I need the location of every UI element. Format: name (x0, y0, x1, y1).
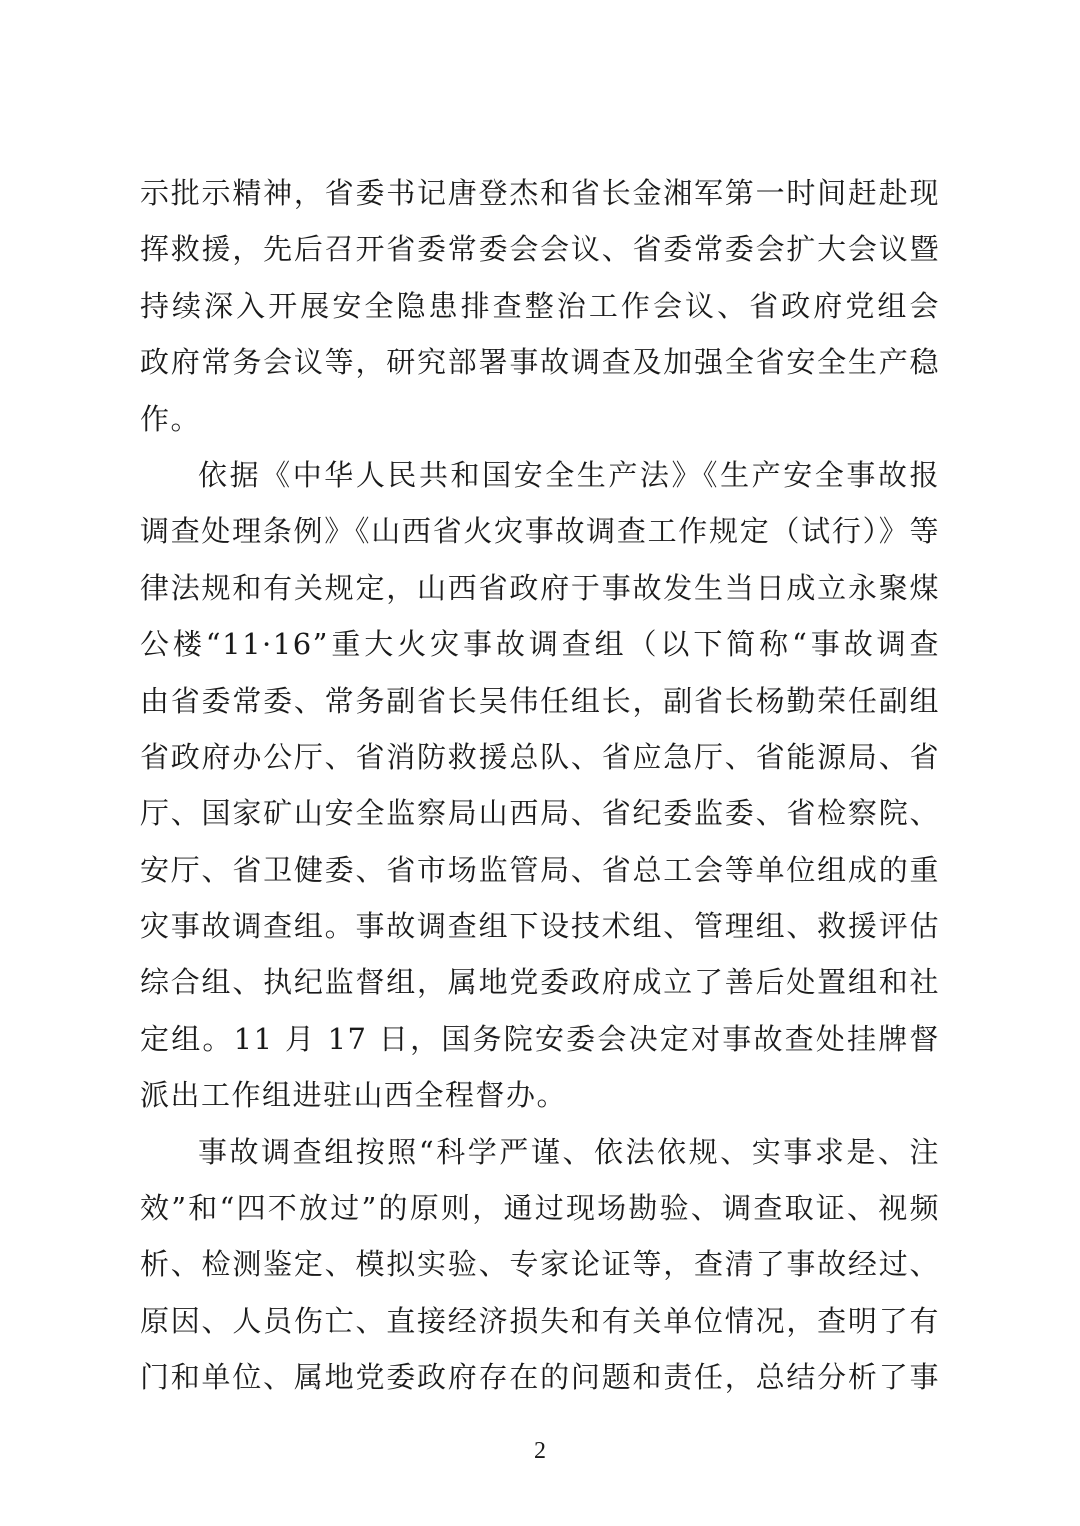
text-line: 调查处理条例》《山西省火灾事故调查工作规定（试行）》等 (140, 514, 940, 549)
text-line: 持续深入开展安全隐患排查整治工作会议、省政府党组会 (140, 288, 940, 323)
text-line: 灾事故调查组。事故调查组下设技术组、管理组、救援评估 (140, 909, 940, 944)
text-line: 安厅、省卫健委、省市场监管局、省总工会等单位组成的重 (140, 852, 940, 887)
text-line: 门和单位、属地党委政府存在的问题和责任，总结分析了事 (140, 1360, 940, 1395)
text-line: 作。 (140, 401, 202, 436)
paragraph-start-line: 事故调查组按照“科学严谨、依法依规、实事求是、注 (198, 1134, 940, 1169)
text-line: 析、检测鉴定、模拟实验、专家论证等，查清了事故经过、 (140, 1247, 940, 1282)
text-line: 政府常务会议等，研究部署事故调查及加强全省安全生产稳 (140, 345, 940, 380)
text-line: 省政府办公厅、省消防救援总队、省应急厅、省能源局、省 (140, 739, 940, 774)
text-line: 厅、国家矿山安全监察局山西局、省纪委监委、省检察院、 (140, 796, 940, 831)
text-line: 挥救援，先后召开省委常委会会议、省委常委会扩大会议暨 (140, 232, 940, 267)
text-line: 效”和“四不放过”的原则，通过现场勘验、调查取证、视频 (140, 1191, 940, 1226)
body-text (140, 165, 940, 1406)
text-line: 定组。11 月 17 日，国务院安委会决定对事故查处挂牌督 (140, 1021, 940, 1056)
page-number: 2 (534, 1438, 546, 1464)
text-line: 派出工作组进驻山西全程督办。 (140, 1078, 568, 1113)
text-line: 公楼“11·16”重大火灾事故调查组（以下简称“事故调查 (140, 627, 940, 662)
text-line: 综合组、执纪监督组，属地党委政府成立了善后处置组和社 (140, 965, 940, 1000)
paragraph-start-line: 依据《中华人民共和国安全生产法》《生产安全事故报 (198, 457, 940, 492)
text-line: 由省委常委、常务副省长吴伟任组长，副省长杨勤荣任副组 (140, 683, 940, 718)
text-line: 律法规和有关规定，山西省政府于事故发生当日成立永聚煤 (140, 570, 940, 605)
text-line: 示批示精神，省委书记唐登杰和省长金湘军第一时间赶赴现 (140, 176, 940, 210)
text-line: 原因、人员伤亡、直接经济损失和有关单位情况，查明了有 (140, 1303, 940, 1338)
